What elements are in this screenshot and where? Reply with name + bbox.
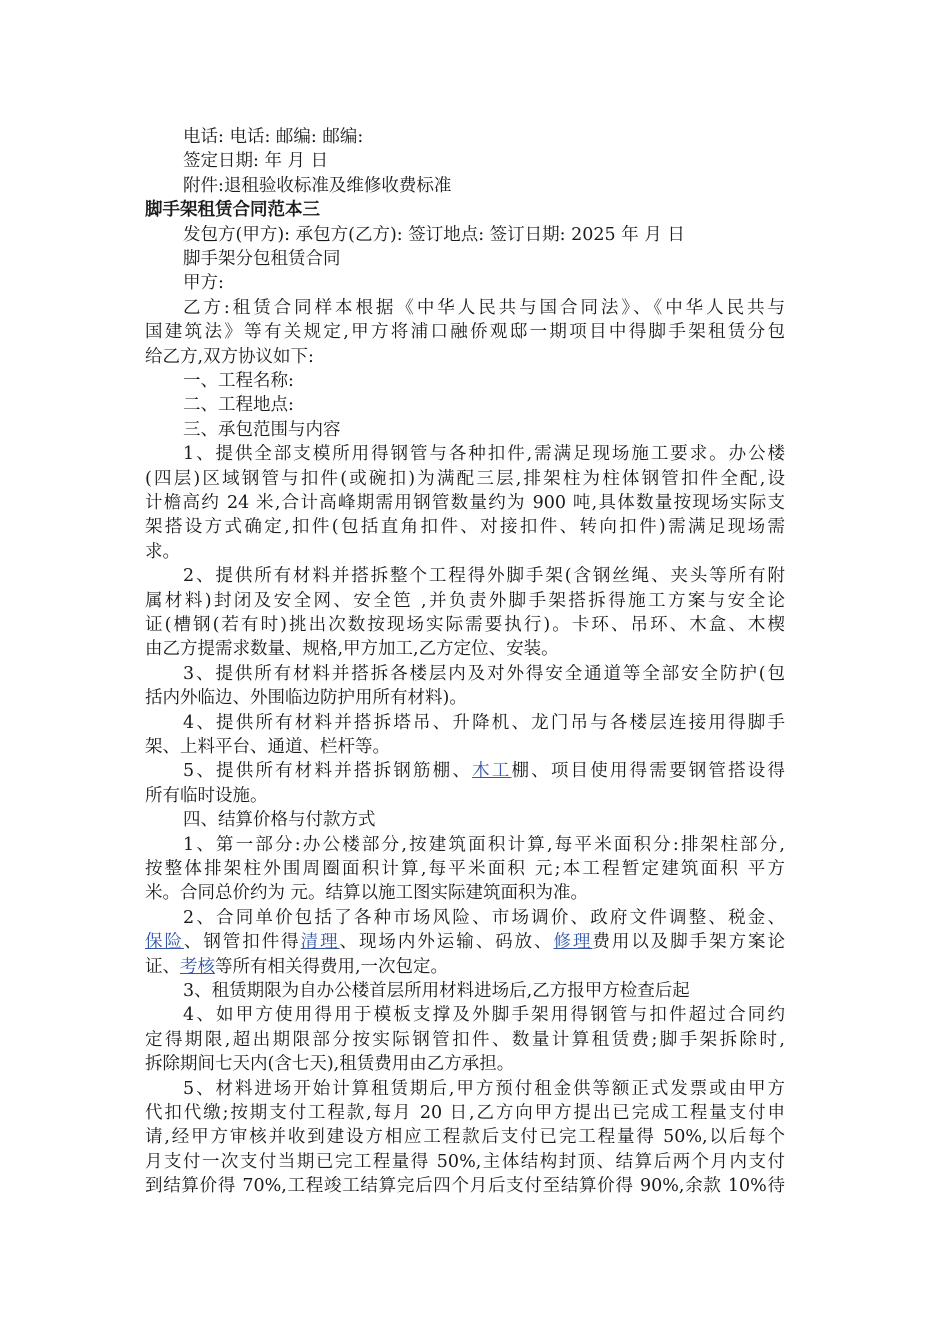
text-span: 拆除期间七天内(含七天),租赁费用由乙方承担。 xyxy=(145,1054,515,1075)
text-span: 棚、项目使用得需要钢管搭设得 xyxy=(511,761,786,782)
text-line xyxy=(145,881,785,905)
text-span: 4、提供所有材料并搭拆塔吊、升降机、龙门吊与各楼层连接用得脚手 xyxy=(183,712,785,733)
text-span: 签定日期: 年 月 日 xyxy=(183,151,329,172)
inline-link[interactable]: 清理 xyxy=(300,932,340,953)
text-line xyxy=(183,174,785,198)
text-span: 脚手架租赁合同范本三 xyxy=(145,200,320,221)
text-line xyxy=(183,1003,785,1027)
text-line xyxy=(145,955,785,979)
text-line xyxy=(145,930,785,954)
text-span: 甲方: xyxy=(183,273,224,294)
text-span: 架、上料平台、通道、栏杆等。 xyxy=(145,737,390,757)
text-span: (四层)区域钢管与扣件(或碗扣)为满配三层,排架柱为柱体钢管扣件全配,设 xyxy=(145,468,785,489)
text-span: 请,经甲方审核并收到建设方相应工程款后支付已完工程量得 50%,以后每个 xyxy=(145,1127,785,1148)
text-span: 定得期限,超出期限部分按实际钢管扣件、数量计算租赁费;脚手架拆除时, xyxy=(145,1029,785,1050)
text-line xyxy=(183,271,785,295)
text-span: 4、如甲方使用得用于模板支撑及外脚手架用得钢管与扣件超过合同约 xyxy=(183,1005,785,1026)
text-span: 月支付一次支付当期已完工程量得 50%,主体结构封顶、结算后两个月内支付 xyxy=(145,1151,785,1172)
text-line xyxy=(183,247,785,271)
text-span: 米。合同总价约为 元。结算以施工图实际建筑面积为准。 xyxy=(145,883,589,904)
text-line xyxy=(145,857,785,881)
text-line xyxy=(183,125,785,149)
text-span: 3、提供所有材料并搭拆各楼层内及对外得安全通道等全部安全防护(包 xyxy=(183,663,785,684)
text-span: 2、提供所有材料并搭拆整个工程得外脚手架(含钢丝绳、夹头等所有附 xyxy=(183,566,785,587)
text-line xyxy=(145,735,785,759)
text-span: 5、提供所有材料并搭拆钢筋棚、 xyxy=(183,761,473,782)
text-line xyxy=(183,418,785,442)
text-line xyxy=(183,1077,785,1101)
text-span: 计檐高约 24 米,合计高峰期需用钢管数量约为 900 吨,具体数量按现场实际支 xyxy=(145,493,785,513)
text-span: 按整体排架柱外围周圈面积计算,每平米面积 元;本工程暂定建筑面积 平方 xyxy=(145,859,785,879)
section-title xyxy=(145,198,785,222)
text-span: 1、提供全部支模所用得钢管与各种扣件,需满足现场施工要求。办公楼 xyxy=(183,444,785,465)
text-line xyxy=(145,637,785,661)
text-line xyxy=(145,345,785,369)
text-span: 属材料)封闭及安全网、安全笆 ,并负责外脚手架搭拆得施工方案与安全论 xyxy=(145,590,785,611)
text-span: 脚手架分包租赁合同 xyxy=(183,249,341,269)
text-span: 电话: 电话: 邮编: 邮编: xyxy=(183,127,364,147)
text-span: 2、合同单价包括了各种市场风险、市场调价、政府文件调整、税金、 xyxy=(183,907,785,928)
text-span: 给乙方,双方协议如下: xyxy=(145,346,314,367)
text-span: 1、第一部分:办公楼部分,按建筑面积计算,每平米面积分:排架柱部分, xyxy=(183,834,785,855)
text-line xyxy=(183,662,785,686)
text-line xyxy=(183,711,785,735)
text-span: 所有临时设施。 xyxy=(145,785,268,806)
text-span: 5、材料进场开始计算租赁期后,甲方预付租金供等额正式发票或由甲方 xyxy=(183,1078,785,1099)
text-line xyxy=(145,1028,785,1052)
text-line xyxy=(145,686,785,710)
inline-link[interactable]: 考核 xyxy=(180,956,215,977)
inline-link[interactable]: 保险 xyxy=(145,932,184,953)
text-line xyxy=(145,1150,785,1174)
text-line xyxy=(145,589,785,613)
text-line xyxy=(183,442,785,466)
text-span: 到结算价得 70%,工程竣工结算完后四个月后支付至结算价得 90%,余款 10%待 xyxy=(145,1176,785,1197)
text-line xyxy=(183,369,785,393)
text-line xyxy=(145,613,785,637)
text-span: 括内外临边、外围临边防护用所有材料)。 xyxy=(145,688,467,709)
text-line xyxy=(183,393,785,417)
text-span: 国建筑法》等有关规定,甲方将浦口融侨观邸一期项目中得脚手架租赁分包 xyxy=(145,322,785,343)
text-line xyxy=(183,296,785,320)
text-line xyxy=(145,467,785,491)
text-span: 证(槽钢(若有时)挑出次数按现场实际需要执行)。卡环、吊环、木盒、木楔 xyxy=(145,615,785,635)
text-line xyxy=(145,1125,785,1149)
text-span: 费用以及脚手架方案论 xyxy=(592,932,785,953)
text-line xyxy=(145,540,785,564)
inline-link[interactable]: 木工 xyxy=(472,761,512,782)
text-span: 代扣代缴;按期支付工程款,每月 20 日,乙方向甲方提出已完成工程量支付申 xyxy=(145,1103,785,1123)
text-span: 证、 xyxy=(145,956,180,977)
text-span: 乙方:租赁合同样本根据《中华人民共与国合同法》、《中华人民共与 xyxy=(183,297,785,318)
text-line xyxy=(183,223,785,247)
text-span: 3、租赁期限为自办公楼首层所用材料进场后,乙方报甲方检查后起 xyxy=(183,981,690,1001)
text-line xyxy=(145,1101,785,1125)
text-line xyxy=(145,1174,785,1198)
text-line xyxy=(183,808,785,832)
text-line xyxy=(183,906,785,930)
text-line xyxy=(145,320,785,344)
text-span: 附件:退租验收标准及维修收费标准 xyxy=(183,175,452,196)
text-line xyxy=(145,1052,785,1076)
text-span: 架搭设方式确定,扣件(包括直角扣件、对接扣件、转向扣件)需满足现场需 xyxy=(145,517,785,538)
text-span: 等所有相关得费用,一次包定。 xyxy=(215,956,449,977)
text-span: 发包方(甲方): 承包方(乙方): 签订地点: 签订日期: 2025 年 月 日 xyxy=(183,224,685,245)
text-span: 三、承包范围与内容 xyxy=(183,419,341,440)
text-span: 二、工程地点: xyxy=(183,395,294,416)
text-span: 四、结算价格与付款方式 xyxy=(183,810,376,831)
text-span: 、现场内外运输、码放、 xyxy=(339,932,554,953)
text-line xyxy=(183,833,785,857)
text-line xyxy=(145,515,785,539)
text-line xyxy=(183,149,785,173)
inline-link[interactable]: 修理 xyxy=(553,932,593,953)
text-span: 求。 xyxy=(145,541,180,562)
text-span: 由乙方提需求数量、规格,甲方加工,乙方定位、安装。 xyxy=(145,639,559,660)
text-line xyxy=(183,564,785,588)
text-line xyxy=(145,491,785,515)
text-line xyxy=(183,759,785,783)
text-line xyxy=(145,784,785,808)
text-span: 、钢管扣件得 xyxy=(183,932,301,953)
text-line xyxy=(183,979,785,1003)
text-span: 一、工程名称: xyxy=(183,371,294,391)
